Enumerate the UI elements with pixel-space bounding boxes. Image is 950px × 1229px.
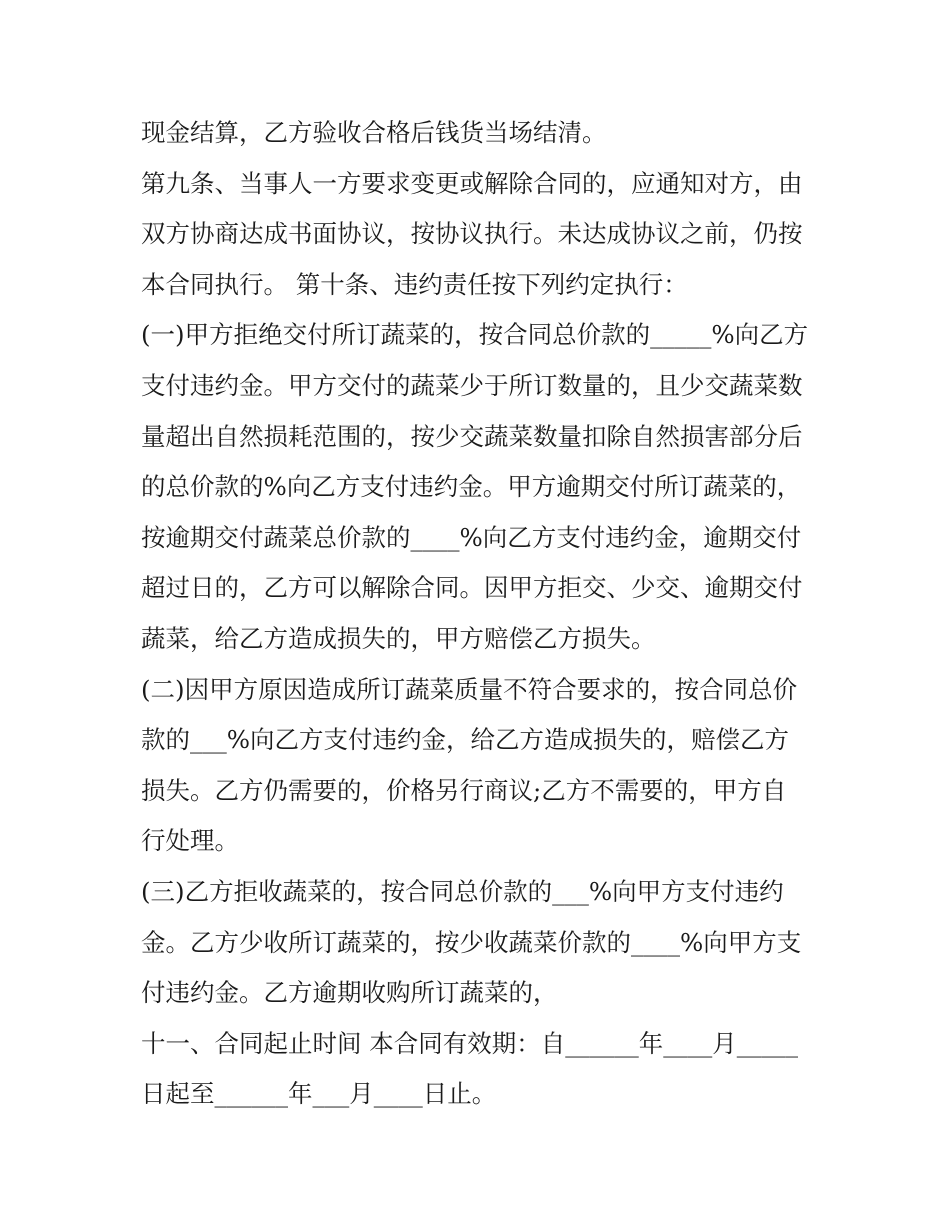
text-line: 十一、合同起止时间 本合同有效期：自______年____月_____ xyxy=(141,1028,799,1058)
text-line: (一)甲方拒绝交付所订蔬菜的，按合同总价款的_____%向乙方 xyxy=(141,320,809,350)
text-line: 金。乙方少收所订蔬菜的，按少收蔬菜价款的____%向甲方支 xyxy=(141,927,802,957)
text-line: 支付违约金。甲方交付的蔬菜少于所订数量的，且少交蔬菜数 xyxy=(141,370,803,400)
text-line: 本合同执行。 第十条、违约责任按下列约定执行： xyxy=(141,269,688,299)
text-line: 量超出自然损耗范围的，按少交蔬菜数量扣除自然损害部分后 xyxy=(141,421,803,451)
text-line: 的总价款的%向乙方支付违约金。甲方逾期交付所订蔬菜的， xyxy=(141,472,802,502)
text-line: 日起至______年___月____日止。 xyxy=(141,1079,497,1109)
text-line: 超过日的，乙方可以解除合同。因甲方拒交、少交、逾期交付 xyxy=(141,573,803,603)
text-line: (三)乙方拒收蔬菜的，按合同总价款的___%向甲方支付违约 xyxy=(141,876,784,906)
text-line: 行处理。 xyxy=(141,826,239,856)
contract-text xyxy=(141,108,821,1120)
text-line: 款的___%向乙方支付违约金，给乙方造成损失的，赔偿乙方 xyxy=(141,725,790,755)
text-line: 损失。乙方仍需要的，价格另行商议;乙方不需要的，甲方自 xyxy=(141,775,787,805)
text-line: 第九条、当事人一方要求变更或解除合同的，应通知对方，由 xyxy=(141,168,803,198)
text-line: (二)因甲方原因造成所订蔬菜质量不符合要求的，按合同总价 xyxy=(141,674,798,704)
text-line: 按逾期交付蔬菜总价款的____%向乙方支付违约金，逾期交付 xyxy=(141,522,802,552)
text-line: 付违约金。乙方逾期收购所订蔬菜的， xyxy=(141,978,558,1008)
text-line: 双方协商达成书面协议，按协议执行。未达成协议之前，仍按 xyxy=(141,219,803,249)
text-line: 蔬菜，给乙方造成损失的，甲方赔偿乙方损失。 xyxy=(141,623,656,653)
text-line: 现金结算，乙方验收合格后钱货当场结清。 xyxy=(141,118,607,147)
